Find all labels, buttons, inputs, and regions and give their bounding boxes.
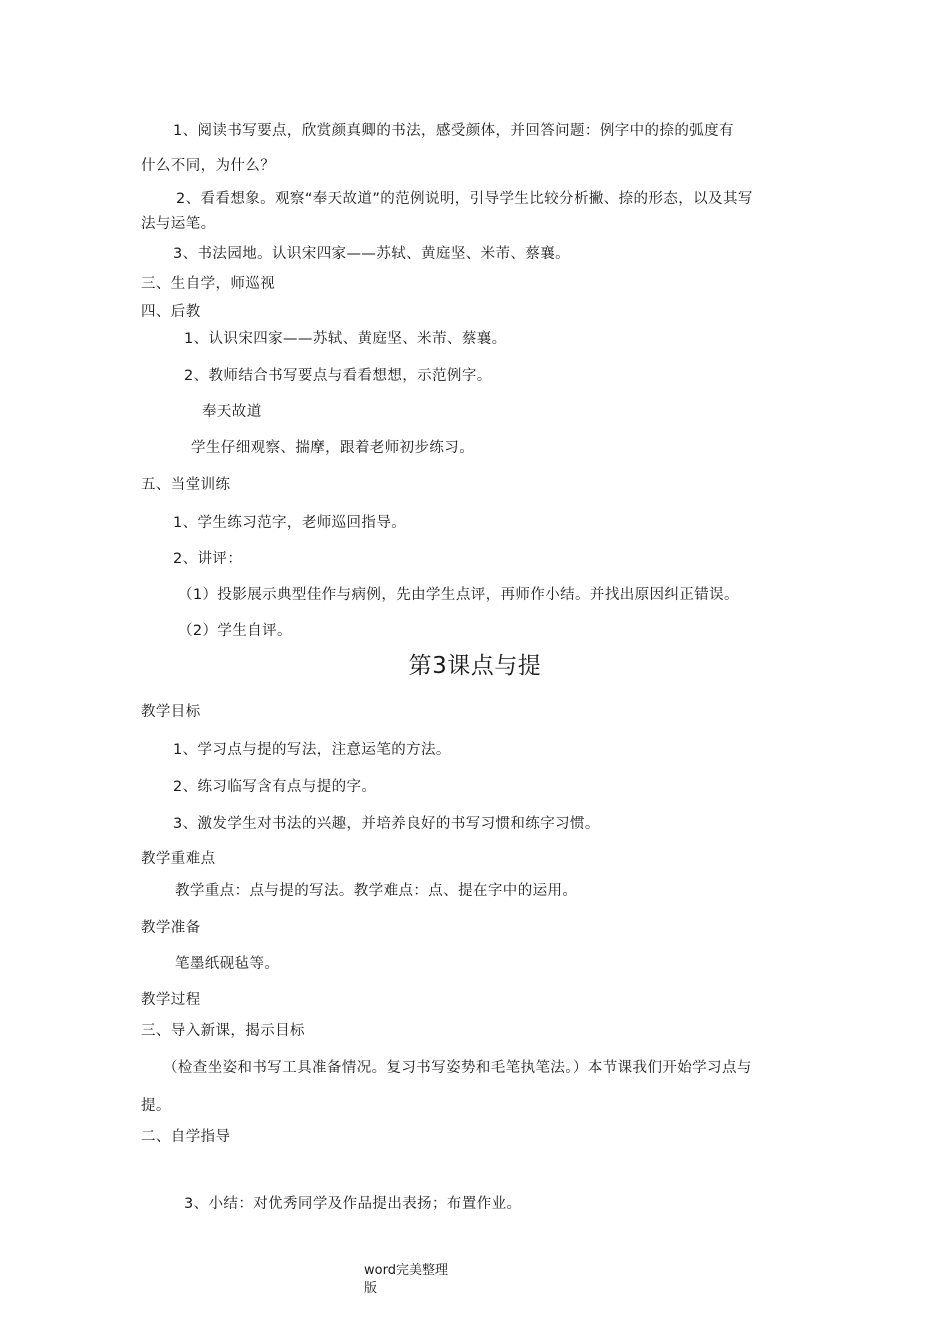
paragraph-line: （1）投影展示典型佳作与病例，先由学生点评，再师作小结。并找出原因纠正错误。: [178, 587, 739, 603]
lesson-title: 第3课点与提: [408, 653, 542, 679]
paragraph-line: 2、看看想象。观察“奉天故道”的范例说明，引导学生比较分析撇、捺的形态，以及其写: [176, 191, 753, 207]
paragraph-line: 1、阅读书写要点，欣赏颜真卿的书法，感受颜体，并回答问题：例字中的捺的弧度有: [173, 123, 734, 139]
paragraph-line: 3、激发学生对书法的兴趣，并培养良好的书写习惯和练字习惯。: [173, 816, 600, 832]
section-heading: 三、导入新课，揭示目标: [141, 1023, 305, 1039]
paragraph-line: 什么不同，为什么？: [141, 158, 276, 174]
footer-text: 版: [364, 1281, 378, 1296]
section-heading: 教学过程: [141, 992, 201, 1008]
section-heading: 教学准备: [141, 920, 201, 936]
paragraph-line: 法与运笔。: [141, 216, 216, 232]
section-heading: 教学重难点: [141, 851, 216, 867]
footer-text: word完美整理: [364, 1263, 448, 1278]
paragraph-line: 提。: [141, 1098, 171, 1114]
section-heading: 三、生自学，师巡视: [141, 276, 276, 292]
paragraph-line: 笔墨纸砚毡等。: [175, 956, 280, 972]
paragraph-line: 1、认识宋四家——苏轼、黄庭坚、米芾、蔡襄。: [184, 331, 507, 347]
paragraph-line: （检查坐姿和书写工具准备情况。复习书写姿势和毛笔执笔法。）本节课我们开始学习点与: [163, 1060, 752, 1076]
example-characters: 奉天故道: [202, 404, 262, 420]
section-heading: 五、当堂训练: [141, 477, 231, 493]
section-heading: 二、自学指导: [141, 1129, 231, 1145]
paragraph-line: 2、讲评：: [173, 551, 243, 567]
paragraph-line: 1、学习点与提的写法，注意运笔的方法。: [173, 742, 451, 758]
section-heading: 教学目标: [141, 704, 201, 720]
paragraph-line: 3、书法园地。认识宋四家——苏轼、黄庭坚、米芾、蔡襄。: [173, 246, 571, 262]
section-heading: 四、后教: [141, 304, 201, 320]
paragraph-line: 1、学生练习范字，老师巡回指导。: [173, 515, 407, 531]
paragraph-line: 教学重点：点与提的写法。教学难点：点、提在字中的运用。: [175, 883, 578, 899]
paragraph-line: 学生仔细观察、揣摩，跟着老师初步练习。: [191, 440, 475, 456]
paragraph-line: 3、小结：对优秀同学及作品提出表扬；布置作业。: [184, 1196, 522, 1212]
paragraph-line: （2）学生自评。: [178, 623, 292, 639]
paragraph-line: 2、教师结合书写要点与看看想想，示范例字。: [184, 368, 492, 384]
paragraph-line: 2、练习临写含有点与提的字。: [173, 779, 377, 795]
